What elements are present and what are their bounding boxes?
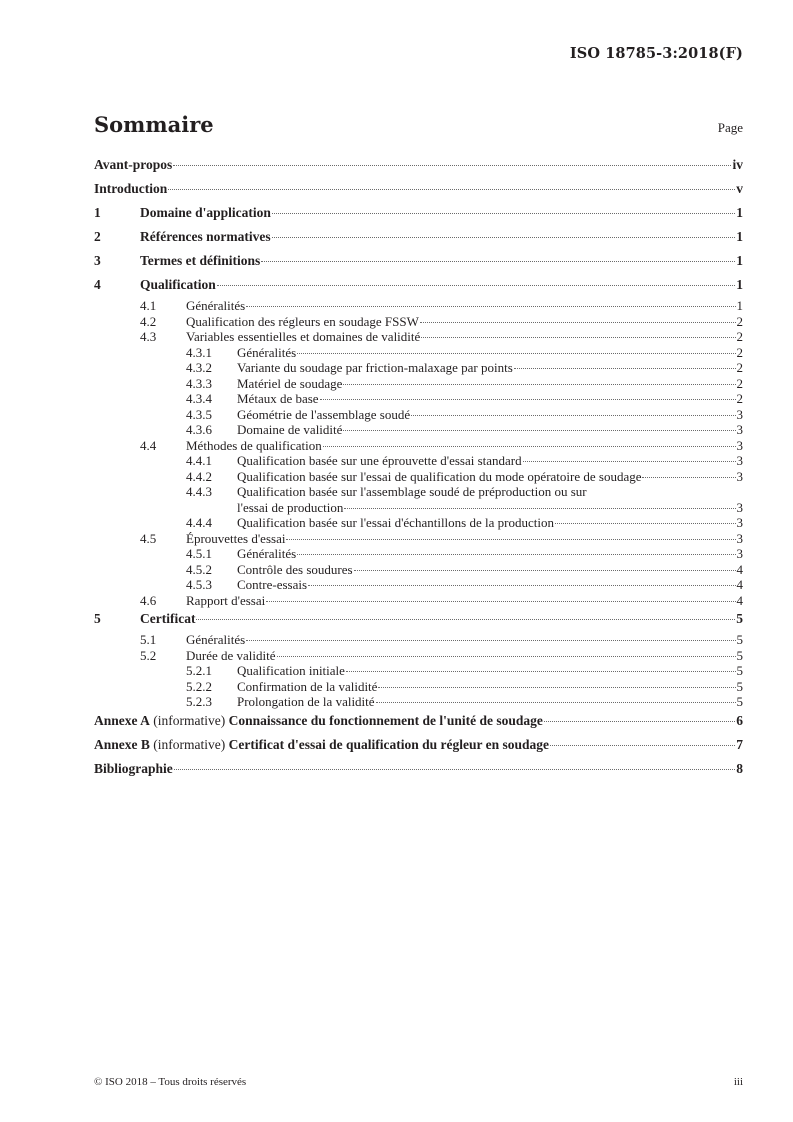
toc-entry-title: Certificat d'essai de qualification du régleur en soudage bbox=[228, 736, 549, 752]
toc-entry[interactable] bbox=[94, 422, 743, 438]
toc-entry-page: 5 bbox=[736, 647, 743, 663]
toc-entry-number: 4.4.2 bbox=[186, 468, 212, 484]
toc-entry-title: Variante du soudage par friction-malaxage par points bbox=[237, 360, 513, 375]
toc-entry-page: 4 bbox=[736, 592, 743, 608]
toc-entry-title: Prolongation de la validité bbox=[237, 694, 375, 709]
dot-leader bbox=[642, 476, 735, 478]
toc-entry-page: 5 bbox=[736, 694, 743, 709]
toc-entry[interactable] bbox=[94, 546, 743, 562]
dot-leader bbox=[217, 284, 735, 286]
toc-entry-page: 2 bbox=[736, 313, 743, 329]
annex-type: (informative) bbox=[149, 736, 229, 752]
dot-leader bbox=[173, 164, 731, 166]
toc-entry-number: 4.3.5 bbox=[186, 406, 212, 422]
toc-entry[interactable] bbox=[94, 577, 743, 593]
dot-leader bbox=[550, 744, 735, 746]
toc-entry-title: Contrôle des soudures bbox=[237, 561, 353, 577]
toc-entry[interactable] bbox=[94, 391, 743, 407]
toc-entry-title: Domaine de validité bbox=[237, 422, 343, 437]
toc-entry-title: Certificat bbox=[140, 611, 196, 626]
toc-entry-page: 6 bbox=[736, 712, 743, 728]
toc-entry-number: 4.6 bbox=[140, 592, 157, 608]
toc-entry-page: 3 bbox=[736, 468, 743, 484]
toc-entry-number: 1 bbox=[94, 205, 101, 220]
toc-entry[interactable] bbox=[94, 250, 743, 274]
toc-entry-page: 1 bbox=[736, 229, 743, 244]
toc-entry-number: 4.4.1 bbox=[186, 453, 212, 468]
toc-entry[interactable] bbox=[94, 438, 743, 454]
toc-entry[interactable] bbox=[94, 694, 743, 710]
toc-entry-number: 4.1 bbox=[140, 298, 157, 313]
dot-leader bbox=[272, 236, 736, 238]
dot-leader bbox=[272, 212, 735, 214]
document-id: ISO 18785-3:2018(F) bbox=[569, 45, 743, 62]
footer-copyright: © ISO 2018 – Tous droits réservés bbox=[94, 1076, 247, 1088]
toc-entry-page: 1 bbox=[736, 253, 743, 268]
dot-leader bbox=[378, 686, 735, 688]
toc-entry-page: 5 bbox=[736, 678, 743, 694]
toc-entry[interactable] bbox=[94, 710, 743, 734]
table-of-contents bbox=[94, 154, 743, 782]
toc-entry-number: 4.3.2 bbox=[186, 360, 212, 375]
dot-leader bbox=[343, 383, 735, 385]
toc-entry[interactable] bbox=[94, 226, 743, 250]
toc-entry-number: 5.2 bbox=[140, 647, 157, 663]
toc-entry-page: 8 bbox=[736, 760, 743, 776]
toc-entry-number: 5.2.3 bbox=[186, 694, 212, 709]
toc-entry[interactable] bbox=[94, 202, 743, 226]
toc-entry-title: Qualification des régleurs en soudage FSSW bbox=[186, 313, 419, 329]
toc-entry[interactable] bbox=[94, 274, 743, 298]
toc-entry-number: 4.3.4 bbox=[186, 391, 212, 406]
toc-entry-title: Éprouvettes d'essai bbox=[186, 530, 286, 546]
dot-leader bbox=[514, 367, 736, 369]
toc-entry-page: 2 bbox=[736, 391, 743, 406]
toc-entry-title: Références normatives bbox=[140, 229, 271, 244]
toc-entry[interactable] bbox=[94, 515, 743, 531]
toc-entry[interactable] bbox=[94, 484, 743, 500]
toc-entry-number: 4.3.1 bbox=[186, 344, 212, 360]
dot-leader bbox=[343, 429, 735, 431]
toc-entry-page: 3 bbox=[736, 406, 743, 422]
toc-entry[interactable] bbox=[94, 407, 743, 423]
toc-entry[interactable] bbox=[94, 469, 743, 485]
toc-entry-title: Qualification initiale bbox=[237, 663, 345, 678]
toc-entry[interactable] bbox=[94, 734, 743, 758]
toc-entry[interactable] bbox=[94, 178, 743, 202]
toc-entry-title: Durée de validité bbox=[186, 647, 276, 663]
toc-entry-title: Qualification basée sur une éprouvette d'essai standard bbox=[237, 453, 522, 468]
toc-entry-number: 5.2.1 bbox=[186, 663, 212, 678]
toc-entry-continuation[interactable] bbox=[94, 500, 743, 516]
toc-entry-title: Qualification bbox=[140, 277, 216, 292]
toc-entry-page: 2 bbox=[736, 329, 743, 344]
toc-entry[interactable] bbox=[94, 376, 743, 392]
footer-page-number: iii bbox=[733, 1076, 743, 1088]
toc-entry-page: 3 bbox=[736, 499, 743, 515]
toc-entry[interactable] bbox=[94, 360, 743, 376]
toc-entry-page: 3 bbox=[736, 530, 743, 546]
toc-entry-title: Matériel de soudage bbox=[237, 375, 343, 391]
toc-entry-number: 5 bbox=[94, 611, 101, 626]
dot-leader bbox=[196, 618, 735, 620]
dot-leader bbox=[523, 460, 736, 462]
dot-leader bbox=[266, 600, 735, 602]
toc-entry-title: Introduction bbox=[94, 181, 168, 196]
toc-entry-title: Bibliographie bbox=[94, 760, 173, 776]
toc-entry-page: 7 bbox=[736, 736, 743, 752]
toc-entry-page: v bbox=[736, 181, 743, 196]
toc-entry[interactable] bbox=[94, 593, 743, 609]
toc-entry-title: Confirmation de la validité bbox=[237, 678, 378, 694]
toc-entry-page: 4 bbox=[736, 561, 743, 577]
toc-entry-title: Connaissance du fonctionnement de l'unité de soudage bbox=[228, 712, 543, 728]
dot-leader bbox=[297, 352, 735, 354]
toc-entry-page: 1 bbox=[736, 298, 743, 313]
dot-leader bbox=[344, 507, 735, 509]
toc-entry-number: 4.5.2 bbox=[186, 561, 212, 577]
dot-leader bbox=[297, 553, 735, 555]
dot-leader bbox=[411, 414, 735, 416]
toc-entry-page: 3 bbox=[736, 453, 743, 468]
dot-leader bbox=[246, 305, 735, 307]
dot-leader bbox=[261, 260, 735, 262]
toc-entry-number: 2 bbox=[94, 229, 101, 244]
toc-entry-page: 5 bbox=[736, 611, 743, 626]
toc-entry-title: Contre-essais bbox=[237, 577, 308, 592]
toc-entry[interactable] bbox=[94, 329, 743, 345]
dot-leader bbox=[277, 655, 736, 657]
toc-entry-number: 3 bbox=[94, 253, 101, 268]
dot-leader bbox=[376, 701, 736, 703]
toc-entry-number: 4.4.3 bbox=[186, 484, 212, 499]
dot-leader bbox=[555, 522, 736, 524]
toc-entry-number: 4.4.4 bbox=[186, 515, 212, 530]
dot-leader bbox=[320, 398, 736, 400]
toc-entry-page: 1 bbox=[736, 277, 743, 292]
toc-entry[interactable] bbox=[94, 154, 743, 178]
toc-entry[interactable] bbox=[94, 679, 743, 695]
toc-entry-title: Généralités bbox=[186, 298, 246, 313]
toc-entry-title: Géométrie de l'assemblage soudé bbox=[237, 406, 411, 422]
toc-entry-page: 3 bbox=[736, 546, 743, 561]
toc-entry[interactable] bbox=[94, 632, 743, 648]
toc-entry-page: 3 bbox=[736, 422, 743, 437]
dot-leader bbox=[323, 445, 736, 447]
toc-entry-title: Qualification basée sur l'essai d'échantillons de la production bbox=[237, 515, 554, 530]
toc-entry-title: Avant-propos bbox=[94, 157, 173, 172]
toc-entry-number: 4.3 bbox=[140, 329, 157, 344]
annex-type: (informative) bbox=[149, 712, 229, 728]
toc-entry-title: Domaine d'application bbox=[140, 205, 271, 220]
toc-entry-page: 4 bbox=[736, 577, 743, 592]
page-column-label: Page bbox=[717, 120, 743, 135]
dot-leader bbox=[168, 188, 735, 190]
dot-leader bbox=[346, 670, 736, 672]
toc-entry-page: 2 bbox=[736, 375, 743, 391]
toc-entry[interactable] bbox=[94, 531, 743, 547]
toc-entry-page: 5 bbox=[736, 632, 743, 647]
toc-entry[interactable] bbox=[94, 648, 743, 664]
toc-entry-title: Variables essentielles et domaines de validité bbox=[186, 329, 421, 344]
toc-entry-number: 4.4 bbox=[140, 437, 157, 453]
dot-leader bbox=[286, 538, 735, 540]
toc-entry[interactable] bbox=[94, 562, 743, 578]
toc-entry-page: 2 bbox=[736, 360, 743, 375]
toc-entry[interactable] bbox=[94, 298, 743, 314]
dot-leader bbox=[421, 336, 735, 338]
toc-entry-title: Métaux de base bbox=[237, 391, 319, 406]
toc-entry[interactable] bbox=[94, 663, 743, 679]
toc-entry-title: Généralités bbox=[237, 546, 297, 561]
dot-leader bbox=[354, 569, 736, 571]
toc-entry[interactable] bbox=[94, 453, 743, 469]
toc-entry-title: Méthodes de qualification bbox=[186, 437, 322, 453]
dot-leader bbox=[420, 321, 736, 323]
toc-entry-title: Généralités bbox=[186, 632, 246, 647]
toc-entry-page: 3 bbox=[736, 437, 743, 453]
toc-entry-title: Qualification basée sur l'assemblage soudé de préproduction ou sur bbox=[237, 484, 587, 499]
dot-leader bbox=[246, 639, 735, 641]
toc-entry-page: 3 bbox=[736, 515, 743, 530]
toc-entry-title: Généralités bbox=[237, 344, 297, 360]
toc-entry-page: 1 bbox=[736, 205, 743, 220]
toc-entry-number: 4.3.3 bbox=[186, 375, 212, 391]
toc-entry-number: 5.1 bbox=[140, 632, 157, 647]
toc-entry-number: 4.5.3 bbox=[186, 577, 212, 592]
toc-entry[interactable] bbox=[94, 758, 743, 782]
toc-entry-page: iv bbox=[732, 157, 743, 172]
toc-entry-title-continued: l'essai de production bbox=[237, 499, 344, 515]
dot-leader bbox=[544, 720, 735, 722]
toc-entry[interactable] bbox=[94, 345, 743, 361]
toc-entry-number: 5.2.2 bbox=[186, 678, 212, 694]
toc-title: Sommaire bbox=[94, 112, 214, 137]
toc-entry-page: 2 bbox=[736, 344, 743, 360]
toc-entry-number: 4 bbox=[94, 277, 101, 292]
toc-entry-number: 4.5.1 bbox=[186, 546, 212, 561]
toc-entry-page: 5 bbox=[736, 663, 743, 678]
toc-entry-number: 4.5 bbox=[140, 530, 157, 546]
annex-label: Annexe A bbox=[94, 712, 150, 728]
toc-entry-number: 4.3.6 bbox=[186, 422, 212, 437]
dot-leader bbox=[174, 768, 735, 770]
annex-label: Annexe B bbox=[94, 736, 150, 752]
toc-entry-title: Qualification basée sur l'essai de qualification du mode opératoire de soudage bbox=[237, 468, 642, 484]
toc-entry-title: Rapport d'essai bbox=[186, 592, 266, 608]
toc-entry[interactable] bbox=[94, 608, 743, 632]
dot-leader bbox=[308, 584, 735, 586]
toc-entry-title: Termes et définitions bbox=[140, 253, 261, 268]
toc-entry-number: 4.2 bbox=[140, 313, 157, 329]
toc-entry[interactable] bbox=[94, 314, 743, 330]
